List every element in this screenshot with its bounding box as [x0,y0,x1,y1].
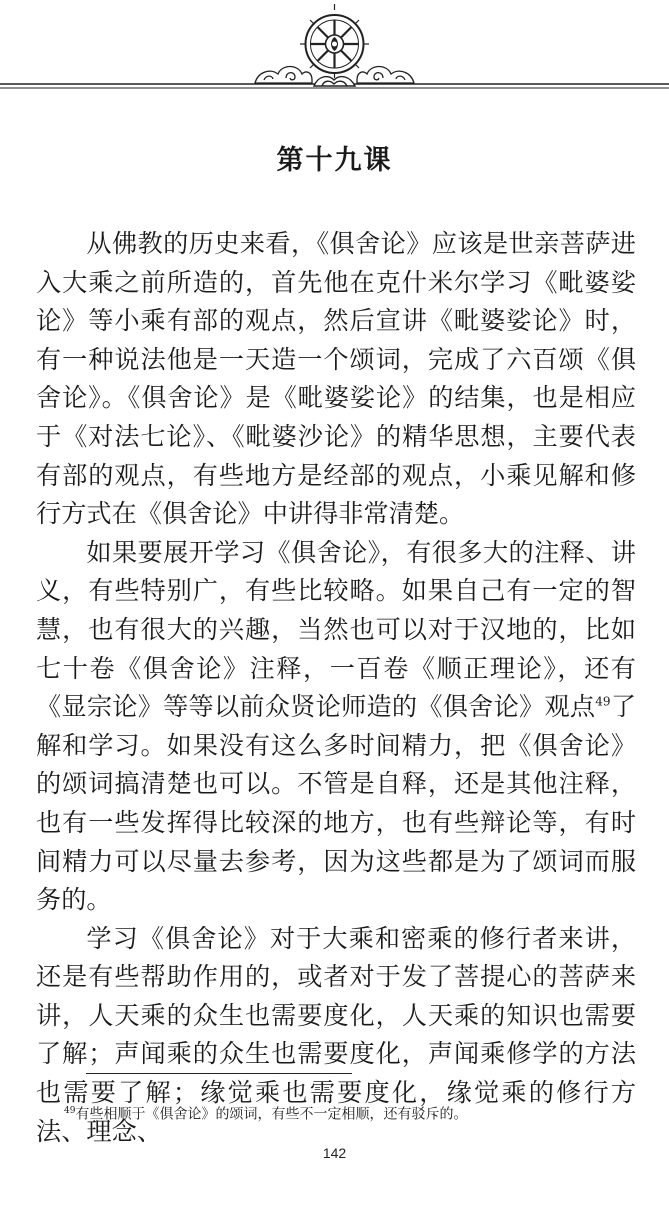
lesson-title: 第十九课 [276,145,393,176]
paragraph-2 [36,534,636,920]
paragraph-2-text-a: 如果要展开学习《俱舍论》，有很多大的注释、讲义，有些特别广，有些比较略。如果自己有一定的智慧，也有很大的兴趣，当然也可以对于汉地的，比如七十卷《俱舍论》注释，一百卷《顺正理论》，还有《显宗论》等等以前众贤论师造的《俱舍论》观点 [36,537,636,722]
paragraph-1-text: 从佛教的历史来看，《俱舍论》应该是世亲菩萨进入大乘之前所造的，首先他在克什米尔学习《毗婆娑论》等小乘有部的观点，然后宣讲《毗婆娑论》时，有一种说法他是一天造一个颂词，完成了六百颂《俱舍论》。《俱舍论》是《毗婆娑论》的结集，也是相应于《对法七论》、《毗婆沙论》的精华思想，主要代表有部的观点，有些地方是经部的观点，小乘见解和修行方式在《俱舍论》中讲得非常清楚。 [36,229,636,529]
header-ornament [0,0,669,100]
footnote-number: 49 [64,1106,76,1116]
paragraph-3-text: 学习《俱舍论》对于大乘和密乘的修行者来讲，还是有些帮助作用的，或者对于发了菩提心的菩萨来讲，人天乘的众生也需要度化，人天乘的知识也需要了解；声闻乘的众生也需要度化，声闻乘修学的方法也需要了解；缘觉乘也需要度化，缘觉乘的修行方法、理念、 [36,923,636,1146]
body-text [36,225,636,1151]
page-number: 142 [322,1145,347,1161]
footnote-reference[interactable]: 49 [595,694,611,709]
cloud-scroll-left-icon [255,67,312,84]
cloud-scroll-right-icon [357,67,414,84]
footnote [64,1101,644,1125]
paragraph-1 [36,225,636,534]
footnote-divider [86,1073,352,1074]
paragraph-2-text-b: 了解和学习。如果没有这么多时间精力，把《俱舍论》的颂词搞清楚也可以。不管是自释，还是其他注释，也有一些发挥得比较深的地方，也有些辩论等，有时间精力可以尽量去参考，因为这些都是为了颂词而服务的。 [36,692,637,915]
footnote-text: 有些相顺于《俱舍论》的颂词，有些不一定相顺，还有驳斥的。 [75,1106,468,1123]
